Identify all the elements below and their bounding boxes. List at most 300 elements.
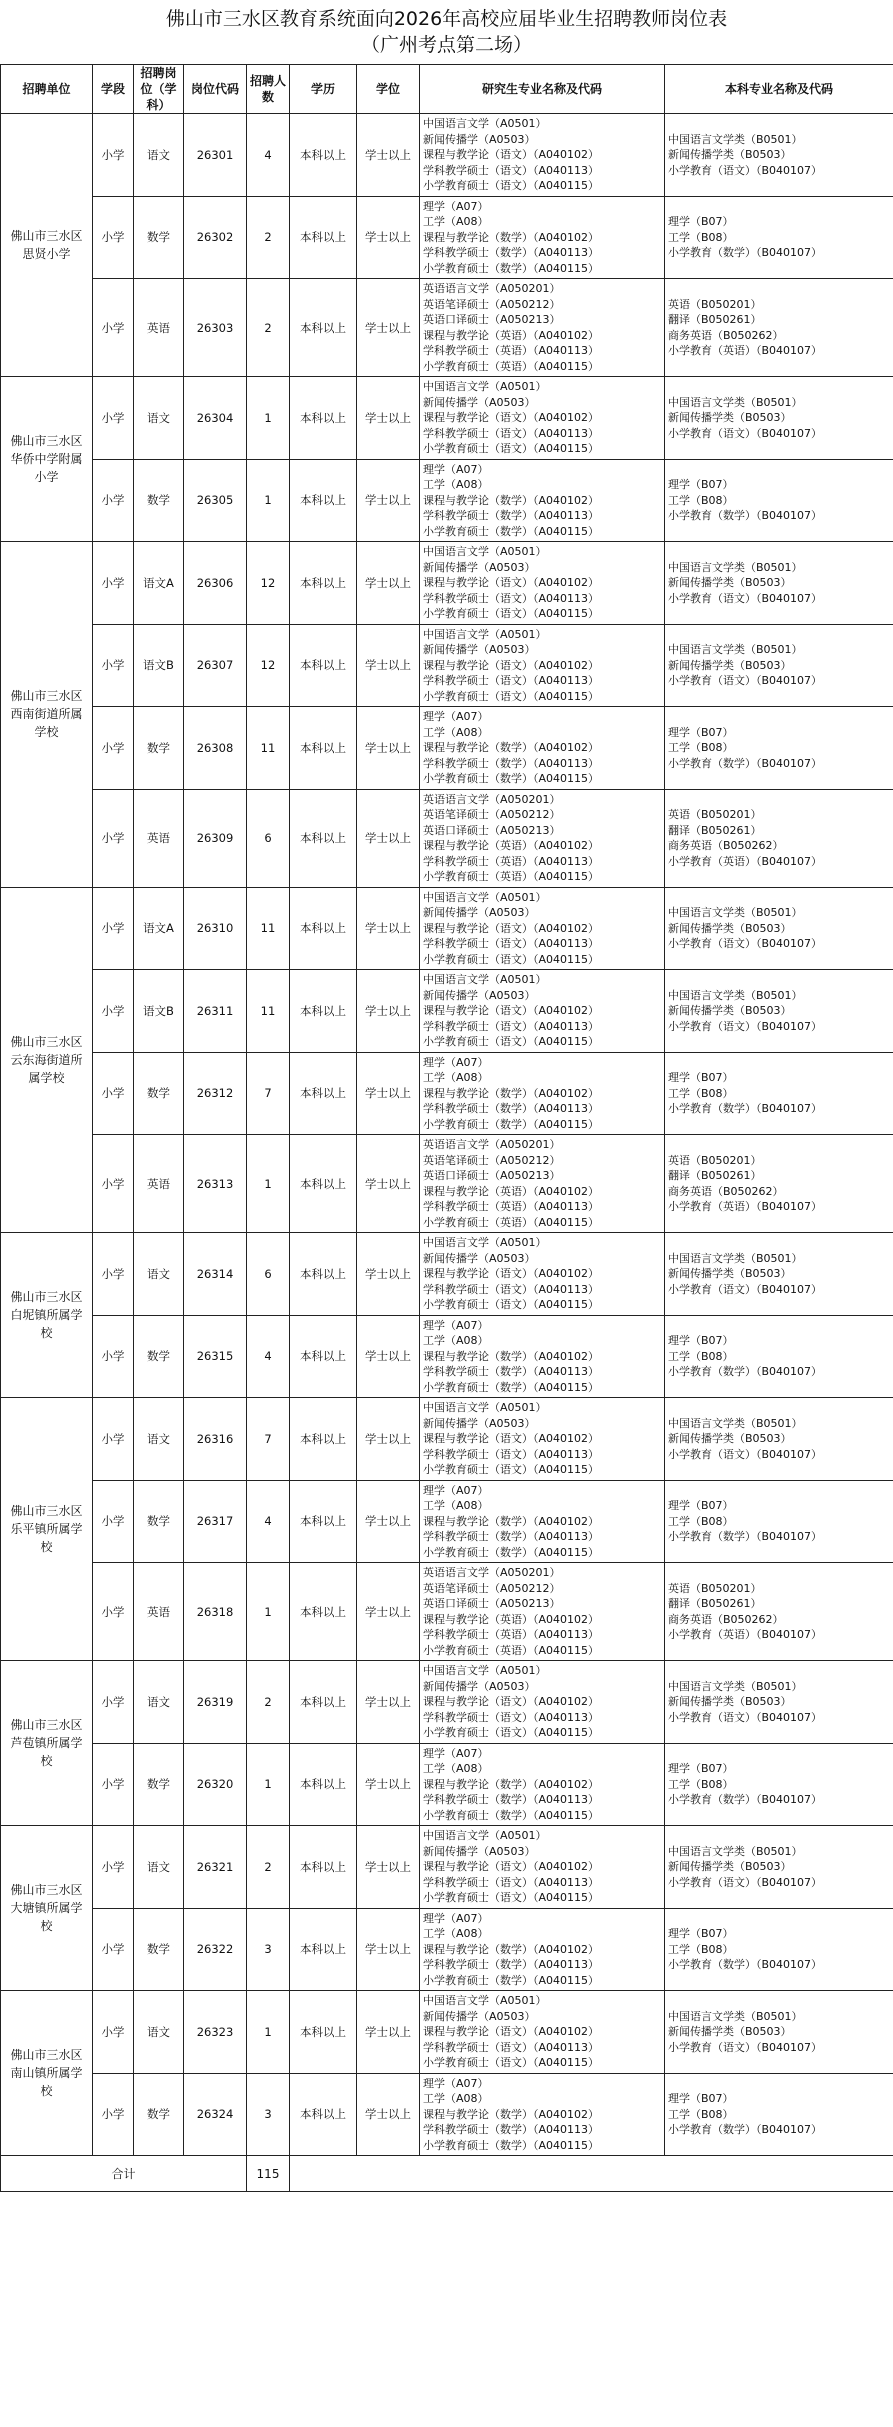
headcount-cell: 11 <box>247 887 290 970</box>
stage-cell: 小学 <box>93 377 134 460</box>
undergraduate-major-item: 理学（B07） <box>668 725 734 739</box>
undergraduate-major-item: 商务英语（B050262） <box>668 839 784 852</box>
graduate-major-item: 工学（A08） <box>423 215 489 228</box>
degree-cell: 学士以上 <box>357 887 420 970</box>
stage-cell: 小学 <box>93 459 134 542</box>
undergraduate-major-item: 中国语言文学类（B0501） <box>668 1844 803 1858</box>
graduate-major-item: 课程与教学论（英语）（A040102） <box>423 328 600 342</box>
undergraduate-major-item: 理学（B07） <box>668 478 734 491</box>
graduate-major-item: 小学教育硕士（英语）（A040115） <box>423 1643 600 1657</box>
undergraduate-major-item: 英语（B050201） <box>668 1153 762 1167</box>
graduate-major-item: 小学教育硕士（英语）（A040115） <box>423 1215 600 1229</box>
stage-cell: 小学 <box>93 624 134 707</box>
header-education: 学历 <box>290 65 357 114</box>
education-cell: 本科以上 <box>290 2073 357 2156</box>
undergraduate-major-item: 小学教育（语文）（B040107） <box>668 674 823 687</box>
undergraduate-majors-cell <box>665 1743 893 1826</box>
position-code-cell: 26311 <box>184 970 247 1053</box>
education-cell: 本科以上 <box>290 1743 357 1826</box>
graduate-major-item: 中国语言文学（A0501） <box>423 1236 547 1249</box>
subject-cell: 语文 <box>134 1826 184 1909</box>
degree-cell: 学士以上 <box>357 2073 420 2156</box>
undergraduate-major-item: 工学（B08） <box>668 1349 734 1363</box>
subject-cell: 语文 <box>134 1661 184 1744</box>
headcount-cell: 4 <box>247 114 290 197</box>
graduate-majors-cell <box>420 1480 665 1563</box>
stage-cell: 小学 <box>93 1563 134 1661</box>
undergraduate-major-item: 工学（B08） <box>668 1514 734 1528</box>
degree-cell: 学士以上 <box>357 196 420 279</box>
table-row <box>1 1826 893 1909</box>
subject-cell: 数学 <box>134 1052 184 1135</box>
graduate-major-item: 学科教学硕士（数学）（A040113） <box>423 1793 600 1806</box>
undergraduate-major-item: 小学教育（数学）（B040107） <box>668 2123 823 2136</box>
graduate-major-item: 英语口译硕士（A050213） <box>423 1597 561 1610</box>
stage-cell: 小学 <box>93 114 134 197</box>
stage-cell: 小学 <box>93 789 134 887</box>
education-cell: 本科以上 <box>290 1563 357 1661</box>
subject-cell: 语文A <box>134 542 184 625</box>
subject-cell: 数学 <box>134 1315 184 1398</box>
undergraduate-major-item: 理学（B07） <box>668 1071 734 1084</box>
position-code-cell: 26314 <box>184 1233 247 1316</box>
headcount-cell: 2 <box>247 279 290 377</box>
undergraduate-major-item: 小学教育（语文）（B040107） <box>668 1447 823 1461</box>
undergraduate-major-item: 小学教育（语文）（B040107） <box>668 591 823 605</box>
graduate-major-item: 小学教育硕士（语文）（A040115） <box>423 607 600 620</box>
position-code-cell: 26310 <box>184 887 247 970</box>
undergraduate-majors-cell <box>665 887 893 970</box>
subject-cell: 英语 <box>134 1563 184 1661</box>
undergraduate-major-item: 工学（B08） <box>668 1942 734 1956</box>
graduate-major-item: 课程与教学论（数学）（A040102） <box>423 741 600 754</box>
position-code-cell: 26313 <box>184 1135 247 1233</box>
position-code-cell: 26304 <box>184 377 247 460</box>
position-code-cell: 26309 <box>184 789 247 887</box>
graduate-major-item: 课程与教学论（语文）（A040102） <box>423 921 600 935</box>
undergraduate-major-item: 工学（B08） <box>668 230 734 244</box>
undergraduate-majors-cell <box>665 970 893 1053</box>
graduate-major-item: 小学教育硕士（数学）（A040115） <box>423 1545 600 1559</box>
table-row <box>1 377 893 460</box>
graduate-major-item: 学科教学硕士（数学）（A040113） <box>423 1102 600 1115</box>
stage-cell: 小学 <box>93 887 134 970</box>
graduate-major-item: 学科教学硕士（英语）（A040113） <box>423 1200 600 1213</box>
stage-cell: 小学 <box>93 970 134 1053</box>
graduate-major-item: 理学（A07） <box>423 462 489 476</box>
header-count: 招聘人数 <box>247 65 290 114</box>
graduate-majors-cell <box>420 1563 665 1661</box>
undergraduate-major-item: 小学教育（数学）（B040107） <box>668 756 823 770</box>
stage-cell: 小学 <box>93 1661 134 1744</box>
headcount-cell: 2 <box>247 196 290 279</box>
undergraduate-major-item: 理学（B07） <box>668 1927 734 1940</box>
graduate-major-item: 课程与教学论（数学）（A040102） <box>423 1777 600 1791</box>
graduate-major-item: 中国语言文学（A0501） <box>423 1664 547 1677</box>
position-code-cell: 26318 <box>184 1563 247 1661</box>
unit-name: 佛山市三水区云东海街道所属学校 <box>1 887 93 1233</box>
graduate-major-item: 新闻传播学（A0503） <box>423 2009 536 2023</box>
table-row <box>1 1315 893 1398</box>
undergraduate-major-item: 翻译（B050261） <box>668 1169 762 1182</box>
undergraduate-major-item: 商务英语（B050262） <box>668 1612 784 1626</box>
education-cell: 本科以上 <box>290 1052 357 1135</box>
graduate-major-item: 课程与教学论（语文）（A040102） <box>423 148 600 161</box>
degree-cell: 学士以上 <box>357 1052 420 1135</box>
undergraduate-majors-cell <box>665 196 893 279</box>
graduate-major-item: 中国语言文学（A0501） <box>423 890 547 904</box>
graduate-majors-cell <box>420 1398 665 1481</box>
undergraduate-majors-cell <box>665 114 893 197</box>
subject-cell: 语文 <box>134 1398 184 1481</box>
graduate-major-item: 小学教育硕士（数学）（A040115） <box>423 772 600 785</box>
undergraduate-major-item: 理学（B07） <box>668 1334 734 1347</box>
undergraduate-major-item: 小学教育（语文）（B040107） <box>668 1875 823 1889</box>
position-code-cell: 26319 <box>184 1661 247 1744</box>
position-code-cell: 26302 <box>184 196 247 279</box>
stage-cell: 小学 <box>93 1315 134 1398</box>
table-row <box>1 1233 893 1316</box>
graduate-major-item: 学科教学硕士（数学）（A040113） <box>423 756 600 770</box>
stage-cell: 小学 <box>93 279 134 377</box>
undergraduate-majors-cell <box>665 2073 893 2156</box>
header-subject: 招聘岗位（学科） <box>134 65 184 114</box>
graduate-major-item: 工学（A08） <box>423 1927 489 1940</box>
undergraduate-majors-cell <box>665 789 893 887</box>
position-code-cell: 26303 <box>184 279 247 377</box>
undergraduate-major-item: 工学（B08） <box>668 741 734 754</box>
headcount-cell: 2 <box>247 1661 290 1744</box>
undergraduate-major-item: 英语（B050201） <box>668 808 762 821</box>
stage-cell: 小学 <box>93 542 134 625</box>
subject-cell: 数学 <box>134 2073 184 2156</box>
degree-cell: 学士以上 <box>357 970 420 1053</box>
education-cell: 本科以上 <box>290 1315 357 1398</box>
subject-cell: 语文B <box>134 970 184 1053</box>
education-cell: 本科以上 <box>290 279 357 377</box>
undergraduate-major-item: 中国语言文学类（B0501） <box>668 1416 803 1430</box>
education-cell: 本科以上 <box>290 114 357 197</box>
graduate-major-item: 新闻传播学（A0503） <box>423 1844 536 1858</box>
undergraduate-major-item: 新闻传播学类（B0503） <box>668 2025 792 2038</box>
table-row <box>1 196 893 279</box>
graduate-major-item: 课程与教学论（英语）（A040102） <box>423 1184 600 1198</box>
undergraduate-major-item: 中国语言文学类（B0501） <box>668 2009 803 2023</box>
graduate-major-item: 学科教学硕士（语文）（A040113） <box>423 591 600 605</box>
graduate-major-item: 课程与教学论（数学）（A040102） <box>423 230 600 244</box>
undergraduate-majors-cell <box>665 1052 893 1135</box>
stage-cell: 小学 <box>93 1052 134 1135</box>
position-code-cell: 26307 <box>184 624 247 707</box>
graduate-major-item: 新闻传播学（A0503） <box>423 906 536 919</box>
undergraduate-major-item: 新闻传播学类（B0503） <box>668 1695 792 1708</box>
undergraduate-majors-cell <box>665 1826 893 1909</box>
header-graduate-majors: 研究生专业名称及代码 <box>420 65 665 114</box>
unit-name: 佛山市三水区西南街道所属学校 <box>1 542 93 888</box>
table-body <box>1 114 893 2156</box>
undergraduate-major-item: 新闻传播学类（B0503） <box>668 576 792 589</box>
graduate-major-item: 小学教育硕士（数学）（A040115） <box>423 1380 600 1394</box>
graduate-major-item: 中国语言文学（A0501） <box>423 1829 547 1842</box>
education-cell: 本科以上 <box>290 1908 357 1991</box>
graduate-major-item: 学科教学硕士（数学）（A040113） <box>423 246 600 259</box>
undergraduate-major-item: 新闻传播学类（B0503） <box>668 921 792 935</box>
graduate-major-item: 学科教学硕士（数学）（A040113） <box>423 2123 600 2136</box>
education-cell: 本科以上 <box>290 377 357 460</box>
graduate-major-item: 学科教学硕士（英语）（A040113） <box>423 1628 600 1641</box>
undergraduate-majors-cell <box>665 459 893 542</box>
stage-cell: 小学 <box>93 1826 134 1909</box>
graduate-major-item: 学科教学硕士（数学）（A040113） <box>423 509 600 522</box>
degree-cell: 学士以上 <box>357 707 420 790</box>
degree-cell: 学士以上 <box>357 114 420 197</box>
graduate-major-item: 理学（A07） <box>423 1746 489 1760</box>
graduate-major-item: 中国语言文学（A0501） <box>423 1401 547 1414</box>
unit-name: 佛山市三水区思贤小学 <box>1 114 93 377</box>
undergraduate-major-item: 理学（B07） <box>668 1499 734 1512</box>
undergraduate-majors-cell <box>665 1661 893 1744</box>
graduate-major-item: 课程与教学论（数学）（A040102） <box>423 1086 600 1100</box>
unit-name: 佛山市三水区芦苞镇所属学校 <box>1 1661 93 1826</box>
graduate-major-item: 课程与教学论（语文）（A040102） <box>423 411 600 424</box>
graduate-major-item: 小学教育硕士（语文）（A040115） <box>423 689 600 703</box>
table-header-row <box>1 65 893 114</box>
graduate-major-item: 课程与教学论（语文）（A040102） <box>423 1695 600 1708</box>
undergraduate-major-item: 小学教育（数学）（B040107） <box>668 509 823 522</box>
undergraduate-major-item: 翻译（B050261） <box>668 313 762 326</box>
header-undergraduate-majors: 本科专业名称及代码 <box>665 65 893 114</box>
graduate-major-item: 英语语言文学（A050201） <box>423 792 561 806</box>
graduate-major-item: 英语语言文学（A050201） <box>423 282 561 295</box>
undergraduate-major-item: 小学教育（语文）（B040107） <box>668 2040 823 2054</box>
graduate-major-item: 课程与教学论（语文）（A040102） <box>423 2025 600 2038</box>
degree-cell: 学士以上 <box>357 1315 420 1398</box>
subject-cell: 语文 <box>134 114 184 197</box>
position-code-cell: 26321 <box>184 1826 247 1909</box>
graduate-major-item: 工学（A08） <box>423 1762 489 1775</box>
undergraduate-major-item: 中国语言文学类（B0501） <box>668 643 803 656</box>
undergraduate-major-item: 中国语言文学类（B0501） <box>668 132 803 146</box>
headcount-cell: 1 <box>247 1135 290 1233</box>
graduate-major-item: 英语笔译硕士（A050212） <box>423 808 561 821</box>
undergraduate-major-item: 小学教育（语文）（B040107） <box>668 1282 823 1296</box>
degree-cell: 学士以上 <box>357 1480 420 1563</box>
graduate-major-item: 小学教育硕士（语文）（A040115） <box>423 1891 600 1904</box>
stage-cell: 小学 <box>93 1908 134 1991</box>
undergraduate-major-item: 新闻传播学类（B0503） <box>668 1432 792 1445</box>
stage-cell: 小学 <box>93 1991 134 2074</box>
header-stage: 学段 <box>93 65 134 114</box>
headcount-cell: 1 <box>247 459 290 542</box>
table-row <box>1 970 893 1053</box>
position-code-cell: 26306 <box>184 542 247 625</box>
stage-cell: 小学 <box>93 707 134 790</box>
graduate-majors-cell <box>420 707 665 790</box>
undergraduate-majors-cell <box>665 1398 893 1481</box>
graduate-major-item: 小学教育硕士（数学）（A040115） <box>423 2138 600 2152</box>
undergraduate-major-item: 工学（B08） <box>668 1777 734 1791</box>
graduate-major-item: 英语笔译硕士（A050212） <box>423 1581 561 1595</box>
undergraduate-majors-cell <box>665 707 893 790</box>
graduate-major-item: 课程与教学论（数学）（A040102） <box>423 2107 600 2121</box>
graduate-major-item: 课程与教学论（英语）（A040102） <box>423 1612 600 1626</box>
subject-cell: 数学 <box>134 707 184 790</box>
headcount-cell: 1 <box>247 1743 290 1826</box>
graduate-majors-cell <box>420 887 665 970</box>
degree-cell: 学士以上 <box>357 542 420 625</box>
degree-cell: 学士以上 <box>357 1398 420 1481</box>
total-filler <box>290 2156 893 2192</box>
undergraduate-majors-cell <box>665 279 893 377</box>
education-cell: 本科以上 <box>290 1135 357 1233</box>
graduate-majors-cell <box>420 279 665 377</box>
graduate-major-item: 新闻传播学（A0503） <box>423 1416 536 1430</box>
graduate-major-item: 课程与教学论（语文）（A040102） <box>423 1432 600 1445</box>
graduate-majors-cell <box>420 1826 665 1909</box>
title-line-2: （广州考点第二场） <box>360 34 532 56</box>
position-code-cell: 26315 <box>184 1315 247 1398</box>
graduate-major-item: 新闻传播学（A0503） <box>423 988 536 1002</box>
degree-cell: 学士以上 <box>357 1563 420 1661</box>
graduate-majors-cell <box>420 1991 665 2074</box>
undergraduate-major-item: 商务英语（B050262） <box>668 1184 784 1198</box>
undergraduate-major-item: 小学教育（数学）（B040107） <box>668 1958 823 1971</box>
headcount-cell: 1 <box>247 1563 290 1661</box>
undergraduate-major-item: 小学教育（语文）（B040107） <box>668 426 823 440</box>
headcount-cell: 6 <box>247 789 290 887</box>
undergraduate-major-item: 小学教育（语文）（B040107） <box>668 163 823 177</box>
subject-cell: 语文 <box>134 1233 184 1316</box>
graduate-major-item: 工学（A08） <box>423 478 489 491</box>
education-cell: 本科以上 <box>290 789 357 887</box>
graduate-major-item: 理学（A07） <box>423 1483 489 1497</box>
graduate-major-item: 小学教育硕士（语文）（A040115） <box>423 1298 600 1311</box>
stage-cell: 小学 <box>93 196 134 279</box>
graduate-majors-cell <box>420 1908 665 1991</box>
graduate-major-item: 学科教学硕士（语文）（A040113） <box>423 1019 600 1033</box>
graduate-major-item: 课程与教学论（数学）（A040102） <box>423 1514 600 1528</box>
undergraduate-major-item: 翻译（B050261） <box>668 823 762 837</box>
headcount-cell: 12 <box>247 624 290 707</box>
education-cell: 本科以上 <box>290 459 357 542</box>
undergraduate-major-item: 工学（B08） <box>668 2107 734 2121</box>
graduate-major-item: 学科教学硕士（语文）（A040113） <box>423 1447 600 1461</box>
graduate-major-item: 小学教育硕士（数学）（A040115） <box>423 261 600 275</box>
total-row <box>1 2156 893 2192</box>
graduate-major-item: 英语语言文学（A050201） <box>423 1138 561 1151</box>
position-code-cell: 26305 <box>184 459 247 542</box>
graduate-majors-cell <box>420 789 665 887</box>
graduate-majors-cell <box>420 1315 665 1398</box>
education-cell: 本科以上 <box>290 196 357 279</box>
position-code-cell: 26317 <box>184 1480 247 1563</box>
graduate-major-item: 课程与教学论（语文）（A040102） <box>423 1860 600 1873</box>
graduate-major-item: 英语语言文学（A050201） <box>423 1566 561 1579</box>
undergraduate-major-item: 小学教育（语文）（B040107） <box>668 1019 823 1033</box>
undergraduate-major-item: 中国语言文学类（B0501） <box>668 1679 803 1693</box>
degree-cell: 学士以上 <box>357 279 420 377</box>
position-code-cell: 26324 <box>184 2073 247 2156</box>
total-label: 合计 <box>1 2156 247 2192</box>
graduate-major-item: 新闻传播学（A0503） <box>423 643 536 656</box>
graduate-major-item: 小学教育硕士（英语）（A040115） <box>423 359 600 373</box>
table-row <box>1 459 893 542</box>
table-row <box>1 114 893 197</box>
title-line-1: 佛山市三水区教育系统面向2026年高校应届毕业生招聘教师岗位表 <box>165 8 728 30</box>
graduate-major-item: 学科教学硕士（语文）（A040113） <box>423 674 600 687</box>
graduate-major-item: 学科教学硕士（语文）（A040113） <box>423 937 600 950</box>
table-row <box>1 1563 893 1661</box>
undergraduate-major-item: 中国语言文学类（B0501） <box>668 560 803 574</box>
graduate-major-item: 学科教学硕士（英语）（A040113） <box>423 344 600 357</box>
graduate-major-item: 课程与教学论（语文）（A040102） <box>423 1267 600 1280</box>
graduate-major-item: 英语口译硕士（A050213） <box>423 313 561 326</box>
graduate-majors-cell <box>420 1135 665 1233</box>
undergraduate-majors-cell <box>665 1563 893 1661</box>
headcount-cell: 7 <box>247 1398 290 1481</box>
undergraduate-major-item: 小学教育（数学）（B040107） <box>668 246 823 259</box>
degree-cell: 学士以上 <box>357 1826 420 1909</box>
table-row <box>1 1661 893 1744</box>
subject-cell: 语文 <box>134 1991 184 2074</box>
graduate-majors-cell <box>420 542 665 625</box>
headcount-cell: 7 <box>247 1052 290 1135</box>
undergraduate-majors-cell <box>665 624 893 707</box>
stage-cell: 小学 <box>93 1233 134 1316</box>
undergraduate-major-item: 小学教育（数学）（B040107） <box>668 1793 823 1806</box>
graduate-major-item: 理学（A07） <box>423 1318 489 1332</box>
subject-cell: 数学 <box>134 196 184 279</box>
graduate-majors-cell <box>420 970 665 1053</box>
graduate-major-item: 学科教学硕士（语文）（A040113） <box>423 2040 600 2054</box>
table-row <box>1 1480 893 1563</box>
position-code-cell: 26312 <box>184 1052 247 1135</box>
graduate-major-item: 小学教育硕士（数学）（A040115） <box>423 524 600 538</box>
undergraduate-major-item: 商务英语（B050262） <box>668 328 784 342</box>
education-cell: 本科以上 <box>290 887 357 970</box>
undergraduate-majors-cell <box>665 1135 893 1233</box>
education-cell: 本科以上 <box>290 970 357 1053</box>
table-row <box>1 1052 893 1135</box>
degree-cell: 学士以上 <box>357 377 420 460</box>
undergraduate-major-item: 小学教育（语文）（B040107） <box>668 937 823 950</box>
undergraduate-major-item: 小学教育（英语）（B040107） <box>668 1200 823 1213</box>
graduate-major-item: 理学（A07） <box>423 710 489 723</box>
graduate-major-item: 中国语言文学（A0501） <box>423 627 547 641</box>
headcount-cell: 6 <box>247 1233 290 1316</box>
graduate-major-item: 中国语言文学（A0501） <box>423 545 547 558</box>
graduate-major-item: 英语笔译硕士（A050212） <box>423 1153 561 1167</box>
undergraduate-major-item: 新闻传播学类（B0503） <box>668 1267 792 1280</box>
undergraduate-majors-cell <box>665 1480 893 1563</box>
header-code: 岗位代码 <box>184 65 247 114</box>
graduate-majors-cell <box>420 1743 665 1826</box>
headcount-cell: 1 <box>247 377 290 460</box>
graduate-major-item: 学科教学硕士（数学）（A040113） <box>423 1530 600 1543</box>
graduate-major-item: 工学（A08） <box>423 1499 489 1512</box>
table-row <box>1 1743 893 1826</box>
undergraduate-majors-cell <box>665 377 893 460</box>
unit-name: 佛山市三水区华侨中学附属小学 <box>1 377 93 542</box>
graduate-major-item: 新闻传播学（A0503） <box>423 1251 536 1265</box>
graduate-majors-cell <box>420 196 665 279</box>
header-unit: 招聘单位 <box>1 65 93 114</box>
undergraduate-major-item: 理学（B07） <box>668 2092 734 2105</box>
graduate-major-item: 小学教育硕士（语文）（A040115） <box>423 952 600 966</box>
stage-cell: 小学 <box>93 1398 134 1481</box>
subject-cell: 数学 <box>134 1480 184 1563</box>
undergraduate-major-item: 小学教育（数学）（B040107） <box>668 1530 823 1543</box>
